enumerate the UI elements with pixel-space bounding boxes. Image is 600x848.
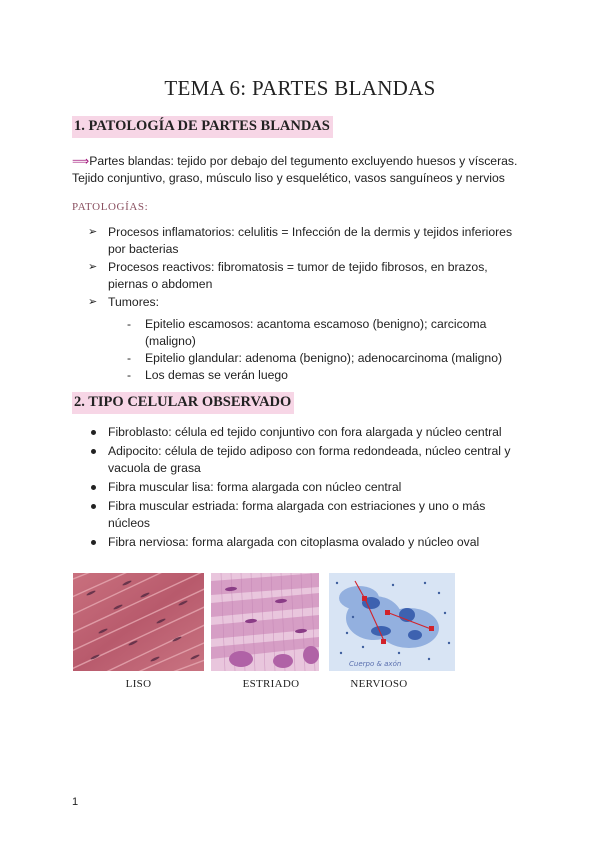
bullet-dot-icon bbox=[91, 449, 96, 454]
page-number: 1 bbox=[72, 796, 79, 808]
list-item-text: Procesos inflamatorios: celulitis = Infección de la dermis y tejidos inferiores por bacterias bbox=[108, 225, 513, 256]
handwritten-label: Cuerpo & axón bbox=[349, 660, 402, 668]
list-item-text: Epitelio escamosos: acantoma escamoso (benigno); carcicoma (maligno) bbox=[145, 317, 487, 348]
list-item-text: Fibroblasto: célula ed tejido conjuntivo con fora alargada y núcleo central bbox=[108, 425, 502, 439]
bullet-dot-icon bbox=[91, 504, 96, 509]
patologias-subheading: PATOLOGÍAS: bbox=[72, 201, 149, 213]
list-item bbox=[127, 350, 527, 367]
list-item bbox=[90, 424, 530, 441]
caption-estriado: ESTRIADO bbox=[242, 678, 300, 690]
bullet-dot-icon bbox=[91, 430, 96, 435]
list-item bbox=[88, 259, 528, 293]
list-item bbox=[88, 224, 528, 258]
striated-muscle-micrograph bbox=[211, 573, 319, 671]
list-item bbox=[90, 443, 530, 477]
section-heading-tipo-celular: 2. TIPO CELULAR OBSERVADO bbox=[72, 392, 294, 414]
intro-line-2: Tejido conjuntivo, graso, músculo liso y esquelético, vasos sanguíneos y nervios bbox=[72, 171, 505, 185]
double-arrow-icon: ⟹ bbox=[72, 154, 90, 168]
patologias-list bbox=[88, 224, 528, 312]
caption-liso: LISO bbox=[125, 678, 152, 690]
list-item-text: Fibra muscular lisa: forma alargada con núcleo central bbox=[108, 480, 402, 494]
smooth-muscle-micrograph bbox=[73, 573, 204, 671]
arrowhead-bullet-icon: ➢ bbox=[88, 296, 98, 308]
tipo-celular-list bbox=[90, 424, 530, 553]
list-item bbox=[90, 479, 530, 496]
list-item-text: Procesos reactivos: fibromatosis = tumor de tejido fibrosos, en brazos, piernas o abdomen bbox=[108, 260, 488, 291]
arrowhead-bullet-icon: ➢ bbox=[88, 261, 98, 273]
arrowhead-bullet-icon: ➢ bbox=[88, 226, 98, 238]
list-item bbox=[127, 316, 527, 350]
list-item-text: Fibra nerviosa: forma alargada con citoplasma ovalado y núcleo oval bbox=[108, 535, 480, 549]
dash-bullet: - bbox=[127, 317, 132, 331]
list-item-text: Tumores: bbox=[108, 295, 160, 309]
intro-paragraph bbox=[72, 153, 542, 187]
list-item-text: Epitelio glandular: adenoma (benigno); adenocarcinoma (maligno) bbox=[145, 351, 503, 365]
bullet-dot-icon bbox=[91, 485, 96, 490]
bullet-dot-icon bbox=[91, 540, 96, 545]
list-item bbox=[127, 367, 527, 384]
list-item-text: Los demas se verán luego bbox=[145, 368, 288, 382]
list-item bbox=[90, 498, 530, 532]
list-item-text: Fibra muscular estriada: forma alargada con estriaciones y uno o más núcleos bbox=[108, 499, 486, 530]
tumores-list bbox=[127, 316, 527, 384]
list-item bbox=[88, 294, 528, 311]
page-title: TEMA 6: PARTES BLANDAS bbox=[164, 76, 436, 100]
section-heading-patologia: 1. PATOLOGÍA DE PARTES BLANDAS bbox=[72, 116, 333, 138]
intro-line-1: Partes blandas: tejido por debajo del tegumento excluyendo huesos y vísceras. bbox=[89, 154, 518, 168]
list-item bbox=[90, 534, 530, 551]
caption-nervioso: NERVIOSO bbox=[350, 678, 408, 690]
dash-bullet: - bbox=[127, 368, 132, 382]
dash-bullet: - bbox=[127, 351, 132, 365]
list-item-text: Adipocito: célula de tejido adiposo con forma redondeada, núcleo central y vacuola de grasa bbox=[108, 444, 511, 475]
nerve-tissue-micrograph bbox=[329, 573, 455, 671]
